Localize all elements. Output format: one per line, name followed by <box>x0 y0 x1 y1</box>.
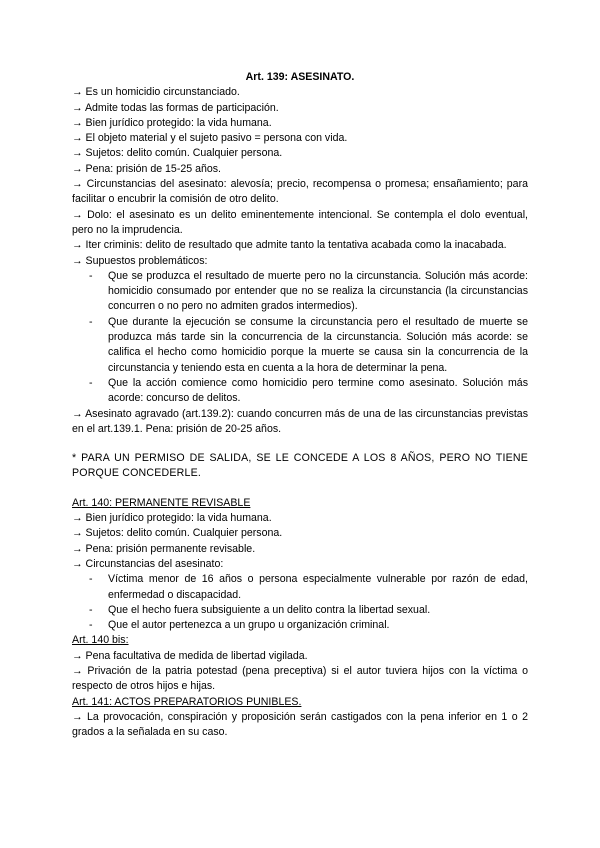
permiso-salida-note: * PARA UN PERMISO DE SALIDA, SE LE CONCEDE A LOS 8 AÑOS, PERO NO TIENE PORQUE CONCEDERLE. <box>72 452 528 480</box>
art139-item: → Iter criminis: delito de resultado que admite tanto la tentativa acabada como la inacabada. <box>72 239 507 252</box>
circunstancia-list-item <box>72 618 528 633</box>
art140-item: → Pena: prisión permanente revisable. <box>72 542 256 555</box>
bullet-dash: - <box>89 269 93 282</box>
document-content <box>72 70 528 740</box>
art139-agravado: → Asesinato agravado (art.139.2): cuando concurren más de una de las circunstancias previstas en el art.139.1. Pena: prisión de 20-25 años. <box>72 407 528 435</box>
art140bis-item: → Privación de la patria potestad (pena preceptiva) si el autor tuviera hijos con la víctima o respecto de otros hijos e hijas. <box>72 664 528 693</box>
art139-item: → Sujetos: delito común. Cualquier persona. <box>72 147 283 160</box>
art139-item: → Supuestos problemáticos: <box>72 254 208 267</box>
bullet-dash: - <box>89 619 93 632</box>
art139-item: → El objeto material y el sujeto pasivo = persona con vida. <box>72 132 348 145</box>
art140-item: → Sujetos: delito común. Cualquier persona. <box>72 527 283 540</box>
supuesto-list-item <box>72 376 528 407</box>
circunstancia-text: Que el hecho fuera subsiguiente a un delito contra la libertad sexual. <box>108 603 431 616</box>
art139-item: → Admite todas las formas de participación. <box>72 101 279 114</box>
bullet-dash: - <box>89 603 93 616</box>
art139-title: Art. 139: ASESINATO. <box>245 71 355 83</box>
art140-item: → Circunstancias del asesinato: <box>72 557 224 570</box>
spacer <box>72 437 528 451</box>
art140bis-title: Art. 140 bis: <box>72 634 129 647</box>
art139-item: → Circunstancias del asesinato: alevosía; precio, recompensa o promesa; ensañamiento; para facilitar o encubrir la comisión de otro delito. <box>72 178 528 206</box>
circunstancia-list-item <box>72 603 528 618</box>
circunstancia-text: Que el autor pertenezca a un grupo u organización criminal. <box>108 619 390 632</box>
art140-item: → Bien jurídico protegido: la vida humana. <box>72 512 272 525</box>
bullet-dash: - <box>89 573 93 586</box>
circunstancia-text: Víctima menor de 16 años o persona especialmente vulnerable por razón de edad, enfermedad o discapacidad. <box>108 573 528 601</box>
art139-item: → Dolo: el asesinato es un delito eminentemente intencional. Se contempla el dolo eventual, pero no la imprudencia. <box>72 208 528 236</box>
supuesto-list-item <box>72 315 528 376</box>
bullet-dash: - <box>89 315 93 328</box>
spacer <box>72 482 528 496</box>
circunstancia-list-item <box>72 572 528 603</box>
art139-item: → Es un homicidio circunstanciado. <box>72 86 240 99</box>
supuesto-text: Que durante la ejecución se consume la circunstancia pero el resultado de muerte se produzca más tarde sin la concurrencia de la circunstancia. Solución más acorde: se califica el hecho como homicidio porque la muerte se causa sin la concurrencia de la circunstancia y teniendo esta en cuenta a la hora de determinar la pena. <box>108 315 528 374</box>
supuesto-text: Que se produzca el resultado de muerte pero no la circunstancia. Solución más acorde: homicidio consumado por entender que no se realiza la circunstancia (la circunstancias concurren o no pero no admiten grados intermedios). <box>108 269 528 313</box>
art140-title: Art. 140: PERMANENTE REVISABLE <box>72 496 251 509</box>
supuesto-list-item <box>72 269 528 315</box>
bullet-dash: - <box>89 376 93 389</box>
art141-title: Art. 141: ACTOS PREPARATORIOS PUNIBLES. <box>72 695 302 708</box>
supuesto-text: Que la acción comience como homicidio pero termine como asesinato. Solución más acorde: concurso de delitos. <box>108 376 528 405</box>
art141-item: → La provocación, conspiración y proposición serán castigados con la pena inferior en 1 o 2 grados a la señalada en su caso. <box>72 710 528 739</box>
art139-item: → Pena: prisión de 15-25 años. <box>72 162 221 175</box>
art139-item: → Bien jurídico protegido: la vida humana. <box>72 116 272 129</box>
art140bis-item: → Pena facultativa de medida de libertad vigilada. <box>72 649 308 662</box>
